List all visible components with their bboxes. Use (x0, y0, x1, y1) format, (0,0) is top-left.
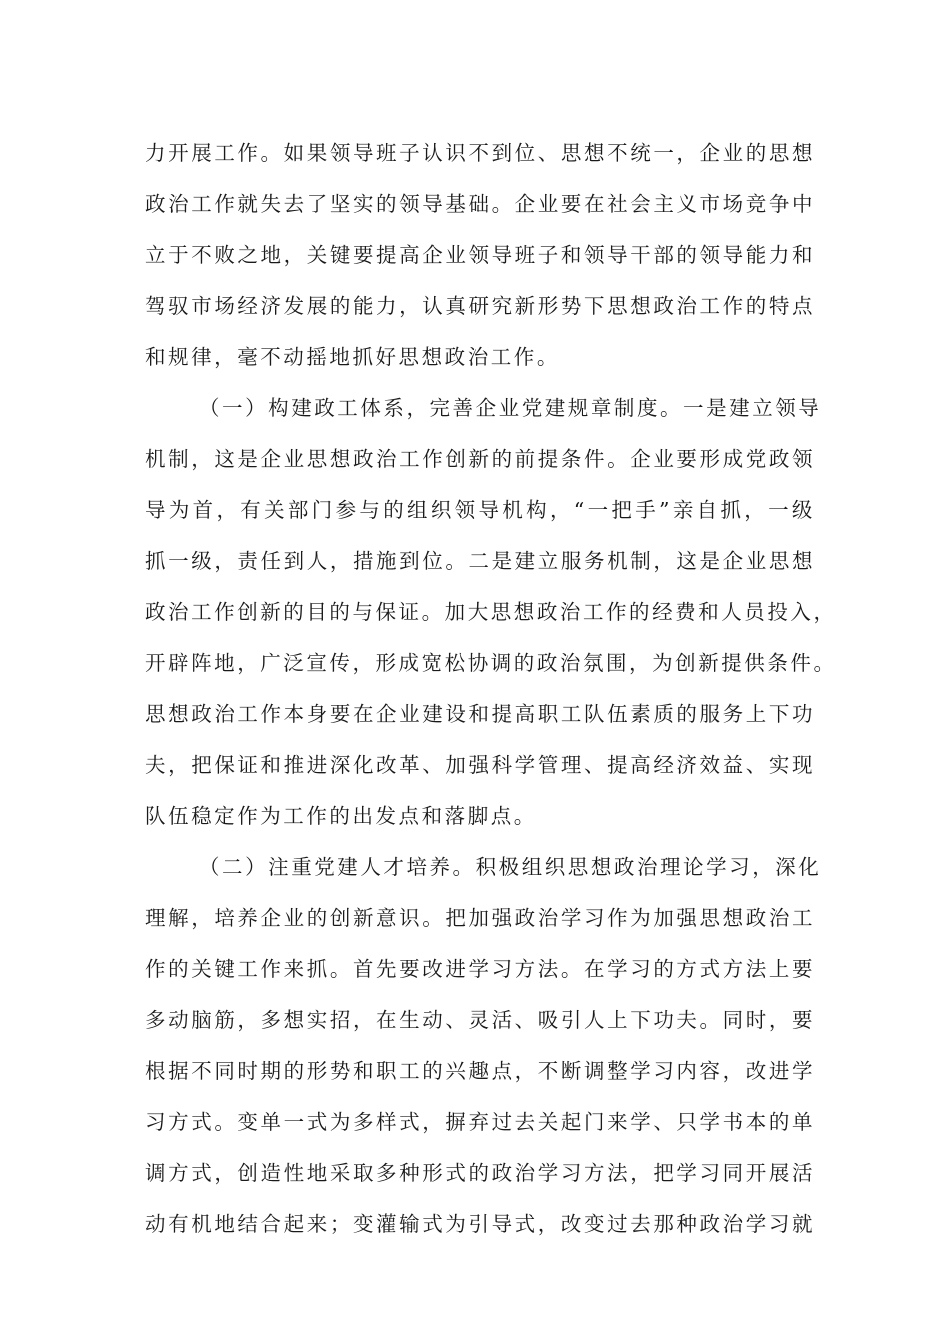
body-text (145, 128, 837, 1250)
section-heading-line: （二）注重党建人才培养。积极组织思想政治理论学习，深化 (199, 855, 822, 879)
text-line: 理解，培养企业的创新意识。把加强政治学习作为加强思想政治工 (145, 906, 815, 930)
text-line: 和规律，毫不动摇地抓好思想政治工作。 (145, 345, 560, 369)
text-line: 政治工作就失去了坚实的领导基础。企业要在社会主义市场竞争中 (145, 192, 815, 216)
text-line: 队伍稳定作为工作的出发点和落脚点。 (145, 804, 537, 828)
text-line: 抓一级，责任到人，措施到位。二是建立服务机制，这是企业思想 (145, 549, 815, 573)
text-line: 习方式。变单一式为多样式，摒弃过去关起门来学、只学书本的单 (145, 1110, 815, 1134)
text-line: 调方式，创造性地采取多种形式的政治学习方法，把学习同开展活 (145, 1161, 815, 1185)
text-line: 夫，把保证和推进深化改革、加强科学管理、提高经济效益、实现 (145, 753, 815, 777)
text-line: 机制，这是企业思想政治工作创新的前提条件。企业要形成党政领 (145, 447, 815, 471)
text-line: 力开展工作。如果领导班子认识不到位、思想不统一，企业的思想 (145, 141, 815, 165)
text-line: 多动脑筋，多想实招，在生动、灵活、吸引人上下功夫。同时，要 (145, 1008, 815, 1032)
text-line: 根据不同时期的形势和职工的兴趣点，不断调整学习内容，改进学 (145, 1059, 815, 1083)
text-line: 开辟阵地，广泛宣传，形成宽松协调的政治氛围，为创新提供条件。 (145, 651, 837, 675)
section-heading-line: （一）构建政工体系，完善企业党建规章制度。一是建立领导 (199, 396, 822, 420)
text-line: 驾驭市场经济发展的能力，认真研究新形势下思想政治工作的特点 (145, 294, 815, 318)
text-line: 政治工作创新的目的与保证。加大思想政治工作的经费和人员投入， (145, 600, 837, 624)
text-line: 导为首，有关部门参与的组织领导机构，“一把手”亲自抓，一级 (145, 498, 815, 522)
text-line: 立于不败之地，关键要提高企业领导班子和领导干部的领导能力和 (145, 243, 815, 267)
text-line: 动有机地结合起来；变灌输式为引导式，改变过去那种政治学习就 (145, 1212, 815, 1236)
text-line: 作的关键工作来抓。首先要改进学习方法。在学习的方式方法上要 (145, 957, 815, 981)
text-line: 思想政治工作本身要在企业建设和提高职工队伍素质的服务上下功 (145, 702, 815, 726)
